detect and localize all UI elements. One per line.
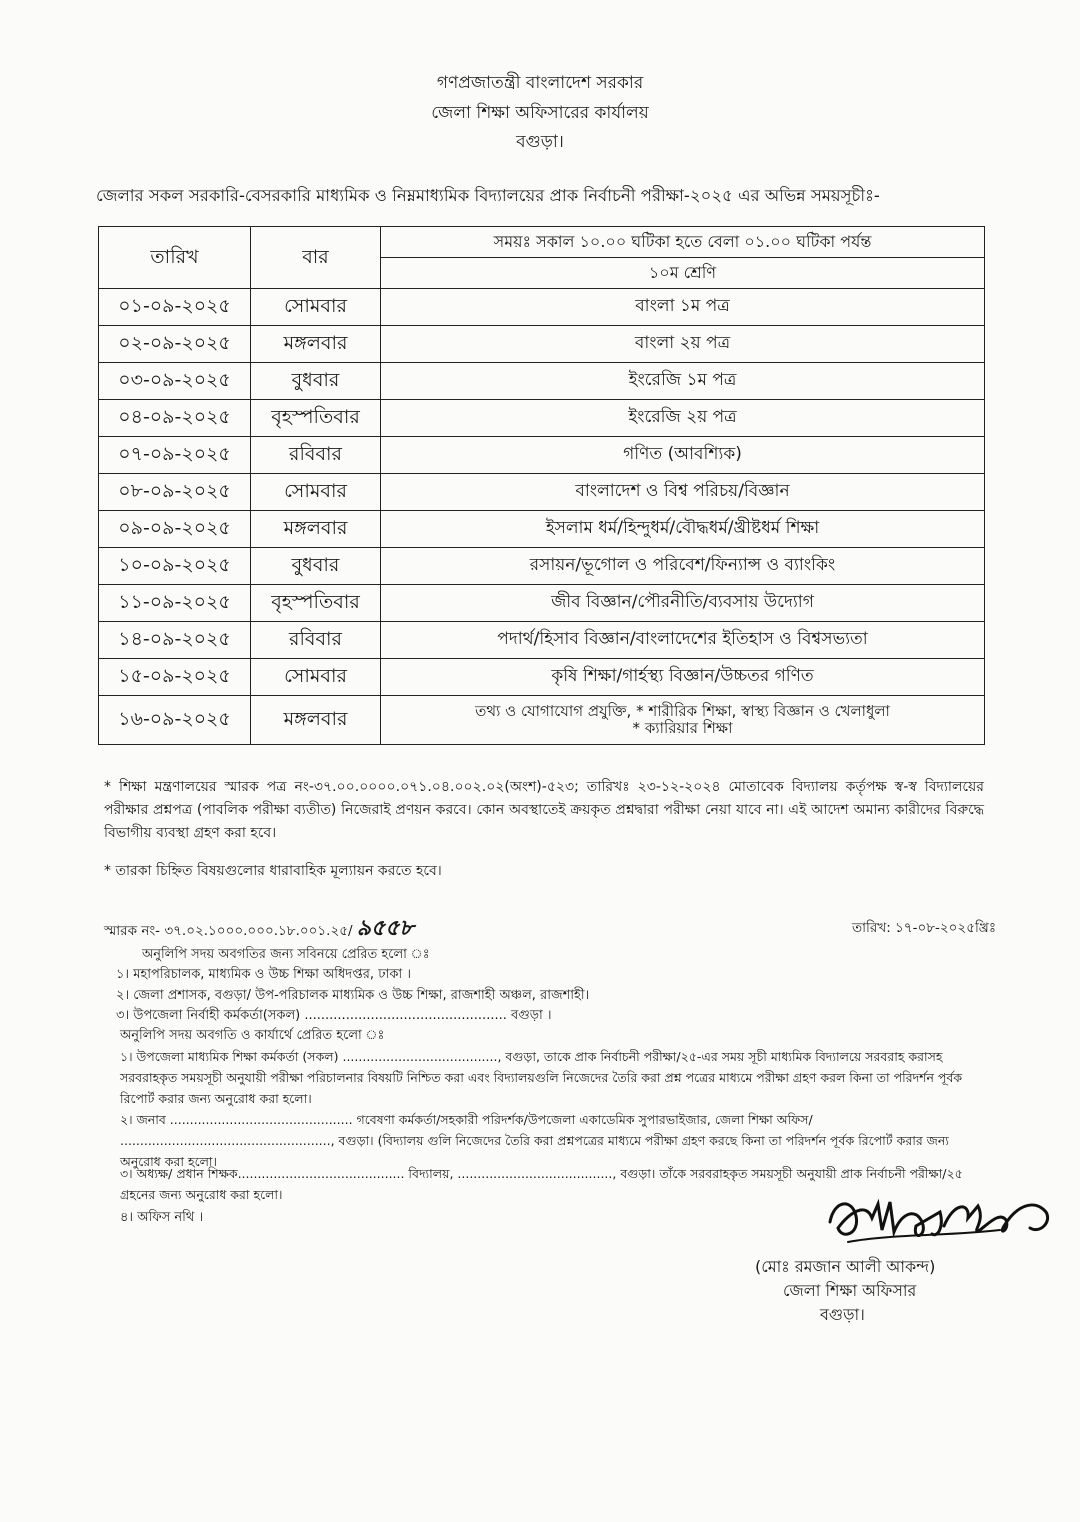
date-cell: ১৪-০৯-২০২৫: [99, 622, 251, 659]
signatory-name: (মোঃ রমজান আলী আকন্দ): [755, 1257, 936, 1276]
copy-item: ২। জনাব .............................................. গবেষণা কর্মকর্তা/সহকারী পরিদর্শক/উপজেলা একাডেমিক সুপারভাইজার, জেলা শিক্ষা অফিস/ ....................................................., বগুড়া। (বিদ্যালয় গুলি নিজেদের তৈরি করা প্রশ্নপত্রের মাধ্যমে পরীক্ষা গ্রহণ করছে কিনা তা পরিদর্শন পূর্বক রিপোর্ট করার জন্য অনুরোধ করা হলো।: [120, 1112, 949, 1169]
day-cell: সোমবার: [251, 289, 381, 326]
day-cell: সোমবার: [251, 659, 381, 696]
day-cell: বৃহস্পতিবার: [251, 400, 381, 437]
table-row: [99, 326, 985, 363]
day-cell: মঙ্গলবার: [251, 326, 381, 363]
table-row: [99, 474, 985, 511]
copy-heading-action: অনুলিপি সদয় অবগতি ও কার্যার্থে প্রেরিত হলো ঃ: [120, 1028, 385, 1043]
copy-item: ৩। অধ্যক্ষ/ প্রধান শিক্ষক.......................................... বিদ্যালয়, ......................................., বগুড়া। তাঁকে সরবরাহকৃত সময়সূচী অনুযায়ী প্রাক নির্বাচনী পরীক্ষা/২৫ গ্রহনের জন্য অনুরোধ করা হলো।: [120, 1166, 963, 1202]
date-cell: ০৭-০৯-২০২৫: [99, 437, 251, 474]
day-cell: মঙ্গলবার: [251, 511, 381, 548]
subject-cell: পদার্থ/হিসাব বিজ্ঞান/বাংলাদেশের ইতিহাস ও বিশ্বসভ্যতা: [381, 622, 985, 659]
day-cell: বুধবার: [251, 548, 381, 585]
memo-number-handwritten: ৯৫৫৮: [356, 915, 414, 941]
note-ministry-memo: * শিক্ষা মন্ত্রণালয়ের স্মারক পত্র নং-৩৭.০০.০০০০.০৭১.০৪.০০২.০২(অংশ)-৫২৩; তারিখঃ ২৩-১২-২০২৪ মোতাবেক বিদ্যালয় কর্তৃপক্ষ স্ব-স্ব বিদ্যালয়ের পরীক্ষার প্রশ্নপত্র (পাবলিক পরীক্ষা ব্যতীত) নিজেরাই প্রণয়ন করবে। কোন অবস্থাতেই ক্রয়কৃত প্রশ্নদ্বারা পরীক্ষা নেয়া যাবে না। এই আদেশ অমান্য কারীদের বিরুদ্ধে বিভাগীয় ব্যবস্থা গ্রহণ করা হবে।: [104, 779, 984, 841]
subject-cell: বাংলা ১ম পত্র: [381, 289, 985, 326]
date-cell: ০৪-০৯-২০২৫: [99, 400, 251, 437]
date-cell: ০৮-০৯-২০২৫: [99, 474, 251, 511]
schedule-table: [98, 226, 985, 745]
copy-item: ১। মহাপরিচালক, মাধ্যমিক ও উচ্চ শিক্ষা অধিদপ্তর, ঢাকা ।: [116, 967, 411, 982]
copy-heading-info: অনুলিপি সদয় অবগতির জন্য সবিনয়ে প্রেরিত হলো ঃ: [142, 947, 430, 962]
table-row: [99, 511, 985, 548]
subject-cell: ইংরেজি ২য় পত্র: [381, 400, 985, 437]
subject-cell: গণিত (আবশ্যিক): [381, 437, 985, 474]
col-header-day: বার: [251, 227, 381, 289]
subject-cell: ইসলাম ধর্ম/হিন্দুধর্ম/বৌদ্ধধর্ম/খ্রীষ্টধর্ম শিক্ষা: [381, 511, 985, 548]
memo-number: [104, 915, 414, 941]
schedule-title: জেলার সকল সরকারি-বেসরকারি মাধ্যমিক ও নিম্নমাধ্যমিক বিদ্যালয়ের প্রাক নির্বাচনী পরীক্ষা-২০২৫ এর অভিন্ন সময়সূচীঃ-: [96, 186, 880, 205]
day-cell: রবিবার: [251, 622, 381, 659]
memo-date: তারিখ: ১৭-০৮-২০২৫খ্রিঃ: [852, 920, 997, 936]
header-district: বগুড়া।: [516, 132, 564, 152]
day-cell: বুধবার: [251, 363, 381, 400]
subject-cell: কৃষি শিক্ষা/গার্হস্থ্য বিজ্ঞান/উচ্চতর গণিত: [381, 659, 985, 696]
copy-item: ৩। উপজেলা নির্বাহী কর্মকর্তা(সকল) ................................................. বগুড়া ।: [116, 1008, 552, 1023]
copy-item: ১। উপজেলা মাধ্যমিক শিক্ষা কর্মকর্তা (সকল) ......................................., বগুড়া, তাকে প্রাক নির্বাচনী পরীক্ষা/২৫-এর সময় সূচী মাধ্যমিক বিদ্যালয়ে সরবরাহ করাসহ সরবরাহকৃত সময়সূচী অনুযায়ী পরীক্ষা পরিচালনার বিষয়টি নিশ্চিত করা এবং বিদ্যালয়গুলি নিজেদের তৈরি করা প্রশ্ন পত্রের মাধ্যমে পরীক্ষা গ্রহণ করল কিনা তা পরিদর্শন পূর্বক রিপোর্ট করার জন্য অনুরোধ করা হলো।: [120, 1049, 963, 1106]
table-row: [99, 622, 985, 659]
copy-item: ৪। অফিস নথি ।: [120, 1210, 204, 1225]
day-cell: বৃহস্পতিবার: [251, 585, 381, 622]
date-cell: ০৩-০৯-২০২৫: [99, 363, 251, 400]
table-row: [99, 437, 985, 474]
class-header: ১০ম শ্রেণি: [381, 258, 985, 289]
subject-cell: বাংলা ২য় পত্র: [381, 326, 985, 363]
subject-cell: [381, 696, 985, 745]
subject-cell: বাংলাদেশ ও বিশ্ব পরিচয়/বিজ্ঞান: [381, 474, 985, 511]
table-row: [99, 400, 985, 437]
subject-line: তথ্য ও যোগাযোগ প্রযুক্তি, * শারীরিক শিক্ষা, স্বাস্থ্য বিজ্ঞান ও খেলাধুলা: [475, 701, 890, 720]
date-cell: ১১-০৯-২০২৫: [99, 585, 251, 622]
table-row: [99, 696, 985, 745]
day-cell: রবিবার: [251, 437, 381, 474]
date-cell: ১৬-০৯-২০২৫: [99, 696, 251, 745]
date-cell: ০৯-০৯-২০২৫: [99, 511, 251, 548]
table-row: [99, 289, 985, 326]
time-header: সময়ঃ সকাল ১০.০০ ঘটিকা হতে বেলা ০১.০০ ঘটিকা পর্যন্ত: [381, 227, 985, 258]
col-header-date: তারিখ: [99, 227, 251, 289]
date-cell: ১৫-০৯-২০২৫: [99, 659, 251, 696]
header-govt: গণপ্রজাতন্ত্রী বাংলাদেশ সরকার: [436, 73, 644, 93]
day-cell: সোমবার: [251, 474, 381, 511]
table-row: [99, 548, 985, 585]
subject-cell: ইংরেজি ১ম পত্র: [381, 363, 985, 400]
signature-scribble-icon: [820, 1182, 1060, 1260]
table-row: [99, 585, 985, 622]
note-starred-subjects: * তারকা চিহ্নিত বিষয়গুলোর ধারাবাহিক মূল্যায়ন করতে হবে।: [104, 863, 442, 879]
subject-cell: জীব বিজ্ঞান/পৌরনীতি/ব্যবসায় উদ্যোগ: [381, 585, 985, 622]
date-cell: ১০-০৯-২০২৫: [99, 548, 251, 585]
date-cell: ০১-০৯-২০২৫: [99, 289, 251, 326]
table-row: [99, 363, 985, 400]
subject-cell: রসায়ন/ভূগোল ও পরিবেশ/ফিন্যান্স ও ব্যাংকিং: [381, 548, 985, 585]
day-cell: মঙ্গলবার: [251, 696, 381, 745]
copy-item: ২। জেলা প্রশাসক, বগুড়া/ উপ-পরিচালক মাধ্যমিক ও উচ্চ শিক্ষা, রাজশাহী অঞ্চল, রাজশাহী।: [116, 988, 590, 1003]
table-row: [99, 659, 985, 696]
signatory-place: বগুড়া।: [820, 1305, 865, 1324]
memo-number-text: স্মারক নং- ৩৭.০২.১০০০.০০০.১৮.০০১.২৫/: [104, 923, 353, 939]
date-cell: ০২-০৯-২০২৫: [99, 326, 251, 363]
header-office: জেলা শিক্ষা অফিসারের কার্যালয়: [431, 103, 649, 123]
signatory-designation: জেলা শিক্ষা অফিসার: [783, 1281, 917, 1300]
subject-line: * ক্যারিয়ার শিক্ষা: [632, 719, 733, 737]
